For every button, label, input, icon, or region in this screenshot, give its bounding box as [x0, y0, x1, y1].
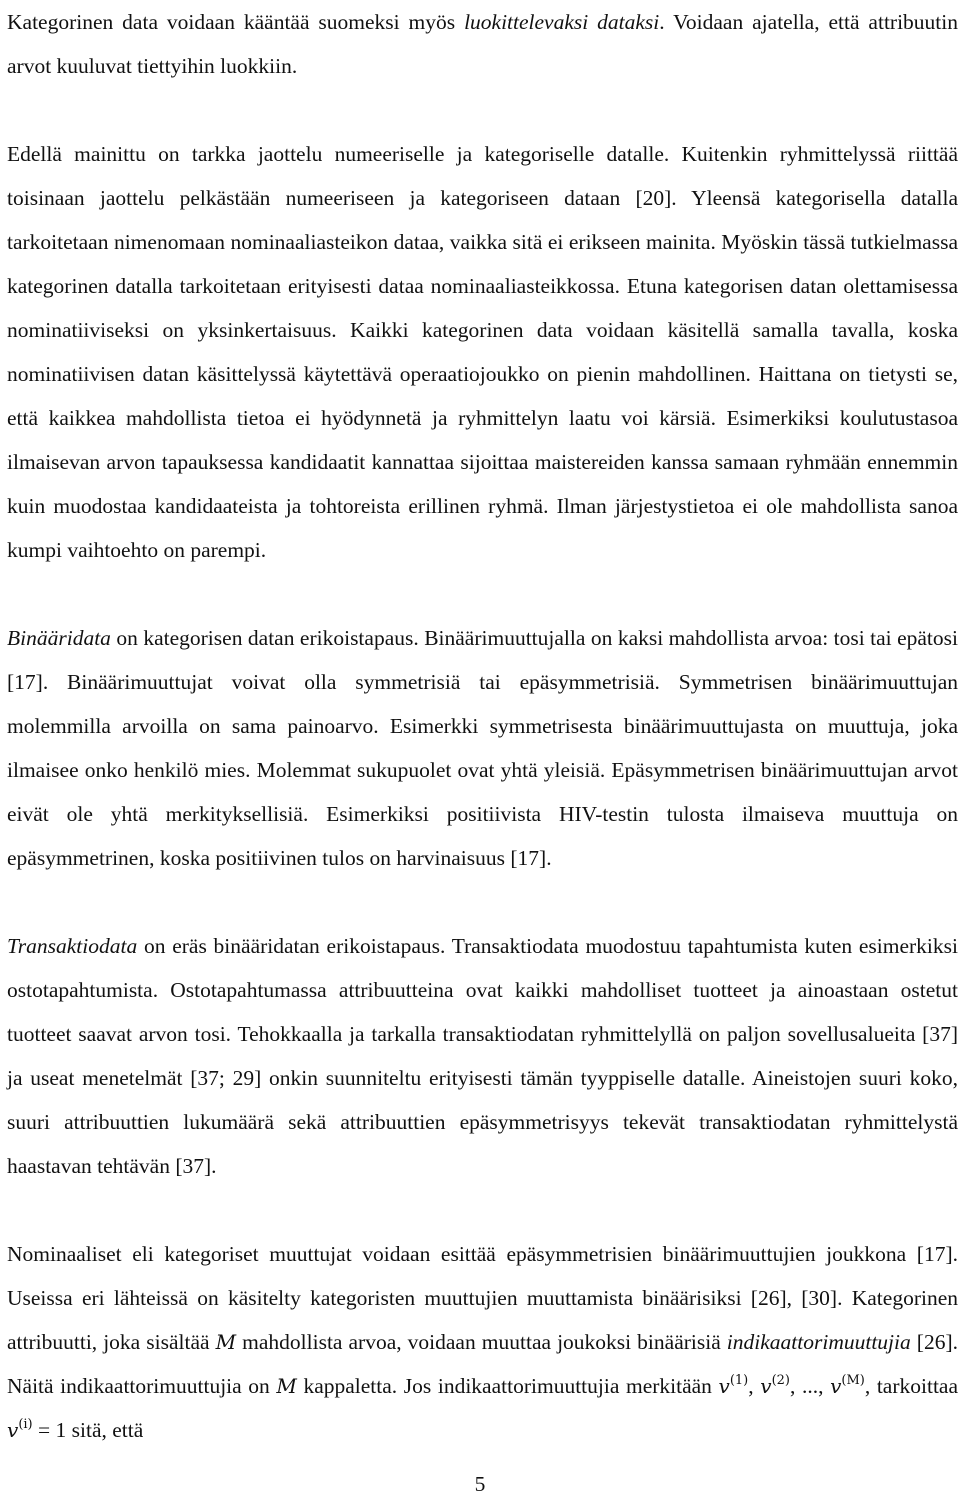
text-run: sitä, että [66, 1418, 144, 1442]
page-number: 5 [474, 1472, 486, 1496]
math-symbol-M: M [215, 1330, 237, 1354]
math-v1 [719, 1374, 749, 1398]
paragraph-transaction-data [7, 924, 958, 1188]
term-transaktiodata: Transaktiodata [7, 934, 138, 958]
paragraph-indicator-variables [7, 1232, 958, 1452]
paragraph-binary-data [7, 616, 958, 880]
text-run: , tarkoittaa [864, 1374, 958, 1398]
text-run: [26]. Näitä indikaattorimuuttujia on [7, 1330, 958, 1398]
math-var: v [718, 1374, 730, 1398]
math-equals-one: = 1 [32, 1418, 67, 1442]
math-superscript: (i) [18, 1417, 33, 1432]
text-run: kappaletta. Jos indikaattorimuuttujia merkitään [296, 1374, 719, 1398]
text-run: Edellä mainittu on tarkka jaottelu numeeriselle ja kategoriselle datalle. Kuitenkin ryhmittelyssä riittää toisinaan jaottelu pelkästään numeeriseen ja kategoriseen dataan [20]. Yleensä kategorisella datalla tarkoitetaan nimenomaan nominaaliasteikon dataa, vaikka sitä ei erikseen mainita. Myöskin tässä tutkielmassa kategorinen datalla tarkoitetaan erityisesti dataa nominaaliasteikkossa. Etuna kategorisen datan olettamisessa nominatiiviseksi on yksinkertaisuus. Kaikki kategorinen data voidaan käsitellä samalla tavalla, koska nominatiivisen datan käsittelyssä käytettävä operaatiojoukko on pienin mahdollinen. Haittana on tietysti se, että kaikkea mahdollista tietoa ei hyödynnetä ja ryhmittelyn laatu voi kärsiä. Esimerkiksi koulutustasoa ilmaisevan arvon tapauksessa kandidaatit kannattaa sijoittaa maistereiden kanssa samaan ryhmään ennemmin kuin muodostaa kandidaateista ja tohtoreista erillinen ryhmä. Ilman järjestystietoa ei ole mahdollista sanoa kumpi vaihtoehto on parempi. [7, 142, 958, 562]
math-v2 [760, 1374, 790, 1398]
math-vM [830, 1374, 865, 1398]
paragraph-gap [7, 880, 958, 924]
text-run: mahdollista arvoa, voidaan muuttaa joukoksi binäärisiä [236, 1330, 727, 1354]
math-var: v [7, 1418, 19, 1442]
math-superscript: (M) [841, 1373, 865, 1388]
math-symbol-M: M [276, 1374, 297, 1398]
text-run: . Voidaan ajatella, että attribuutin arvot kuuluvat tiettyihin luokkiin. [7, 10, 959, 78]
text-run: , [748, 1374, 761, 1398]
paragraph-gap [7, 572, 958, 616]
term-indikaattorimuuttujia: indikaattorimuuttujia [726, 1330, 911, 1354]
math-var: v [830, 1374, 842, 1398]
text-run: Kategorinen data voidaan kääntää suomeksi myös [7, 10, 465, 34]
text-run: on kategorisen datan erikoistapaus. Binäärimuuttujalla on kaksi mahdollista arvoa: tosi tai epätosi [17]. Binäärimuuttujat voivat olla symmetrisiä tai epäsymmetrisiä. Symmetrisen binäärimuuttujan molemmilla arvoilla on sama painoarvo. Esimerkki symmetrisesta binäärimuuttujasta on muuttuja, joka ilmaisee onko henkilö mies. Molemmat sukupuolet ovat yhtä yleisiä. Epäsymmetrisen binäärimuuttujan arvot eivät ole yhtä merkityksellisiä. Esimerkiksi positiivista HIV-testin tulosta ilmaiseva muuttuja on epäsymmetrinen, koska positiivinen tulos on harvinaisuus [17]. [7, 626, 958, 870]
text-run: , ..., [789, 1374, 831, 1398]
text-run: on eräs binääridatan erikoistapaus. Transaktiodata muodostuu tapahtumista kuten esimerkiksi ostotapahtumista. Ostotapahtumassa attribuutteina ovat kaikki mahdolliset tuotteet ja ainoastaan ostetut tuotteet saavat arvon tosi. Tehokkaalla ja tarkalla transaktiodatan ryhmittelyllä on paljon sovellusalueita [37] ja useat menetelmät [37; 29] onkin suunniteltu erityisesti tämän tyyppiselle datalle. Aineistojen suuri koko, suuri attribuuttien lukumäärä sekä attribuuttien epäsymmetrisyys tekevät transaktiodatan ryhmittelystä haastavan tehtävän [37]. [7, 934, 958, 1178]
text-run: Nominaaliset eli kategoriset muuttujat voidaan esittää epäsymmetrisien binäärimuuttujien joukkona [17]. Useissa eri lähteissä on käsitelty kategoristen muuttujien muuttamista binäärisiksi [26], [30]. Kategorinen attribuutti, joka sisältää [7, 1242, 958, 1354]
math-superscript: (1) [729, 1373, 749, 1388]
paragraph-gap [7, 1188, 958, 1232]
math-var: v [760, 1374, 772, 1398]
math-vi [7, 1418, 33, 1442]
math-superscript: (2) [771, 1373, 790, 1388]
paragraph-nominal-scale [7, 132, 958, 572]
document-page [7, 0, 958, 1452]
paragraph-categorical-definition [7, 0, 958, 88]
paragraph-gap [7, 88, 958, 132]
term-binaaridata: Binääridata [7, 626, 111, 650]
term-luokitteleva-data: luokittelevaksi dataksi [464, 10, 660, 34]
